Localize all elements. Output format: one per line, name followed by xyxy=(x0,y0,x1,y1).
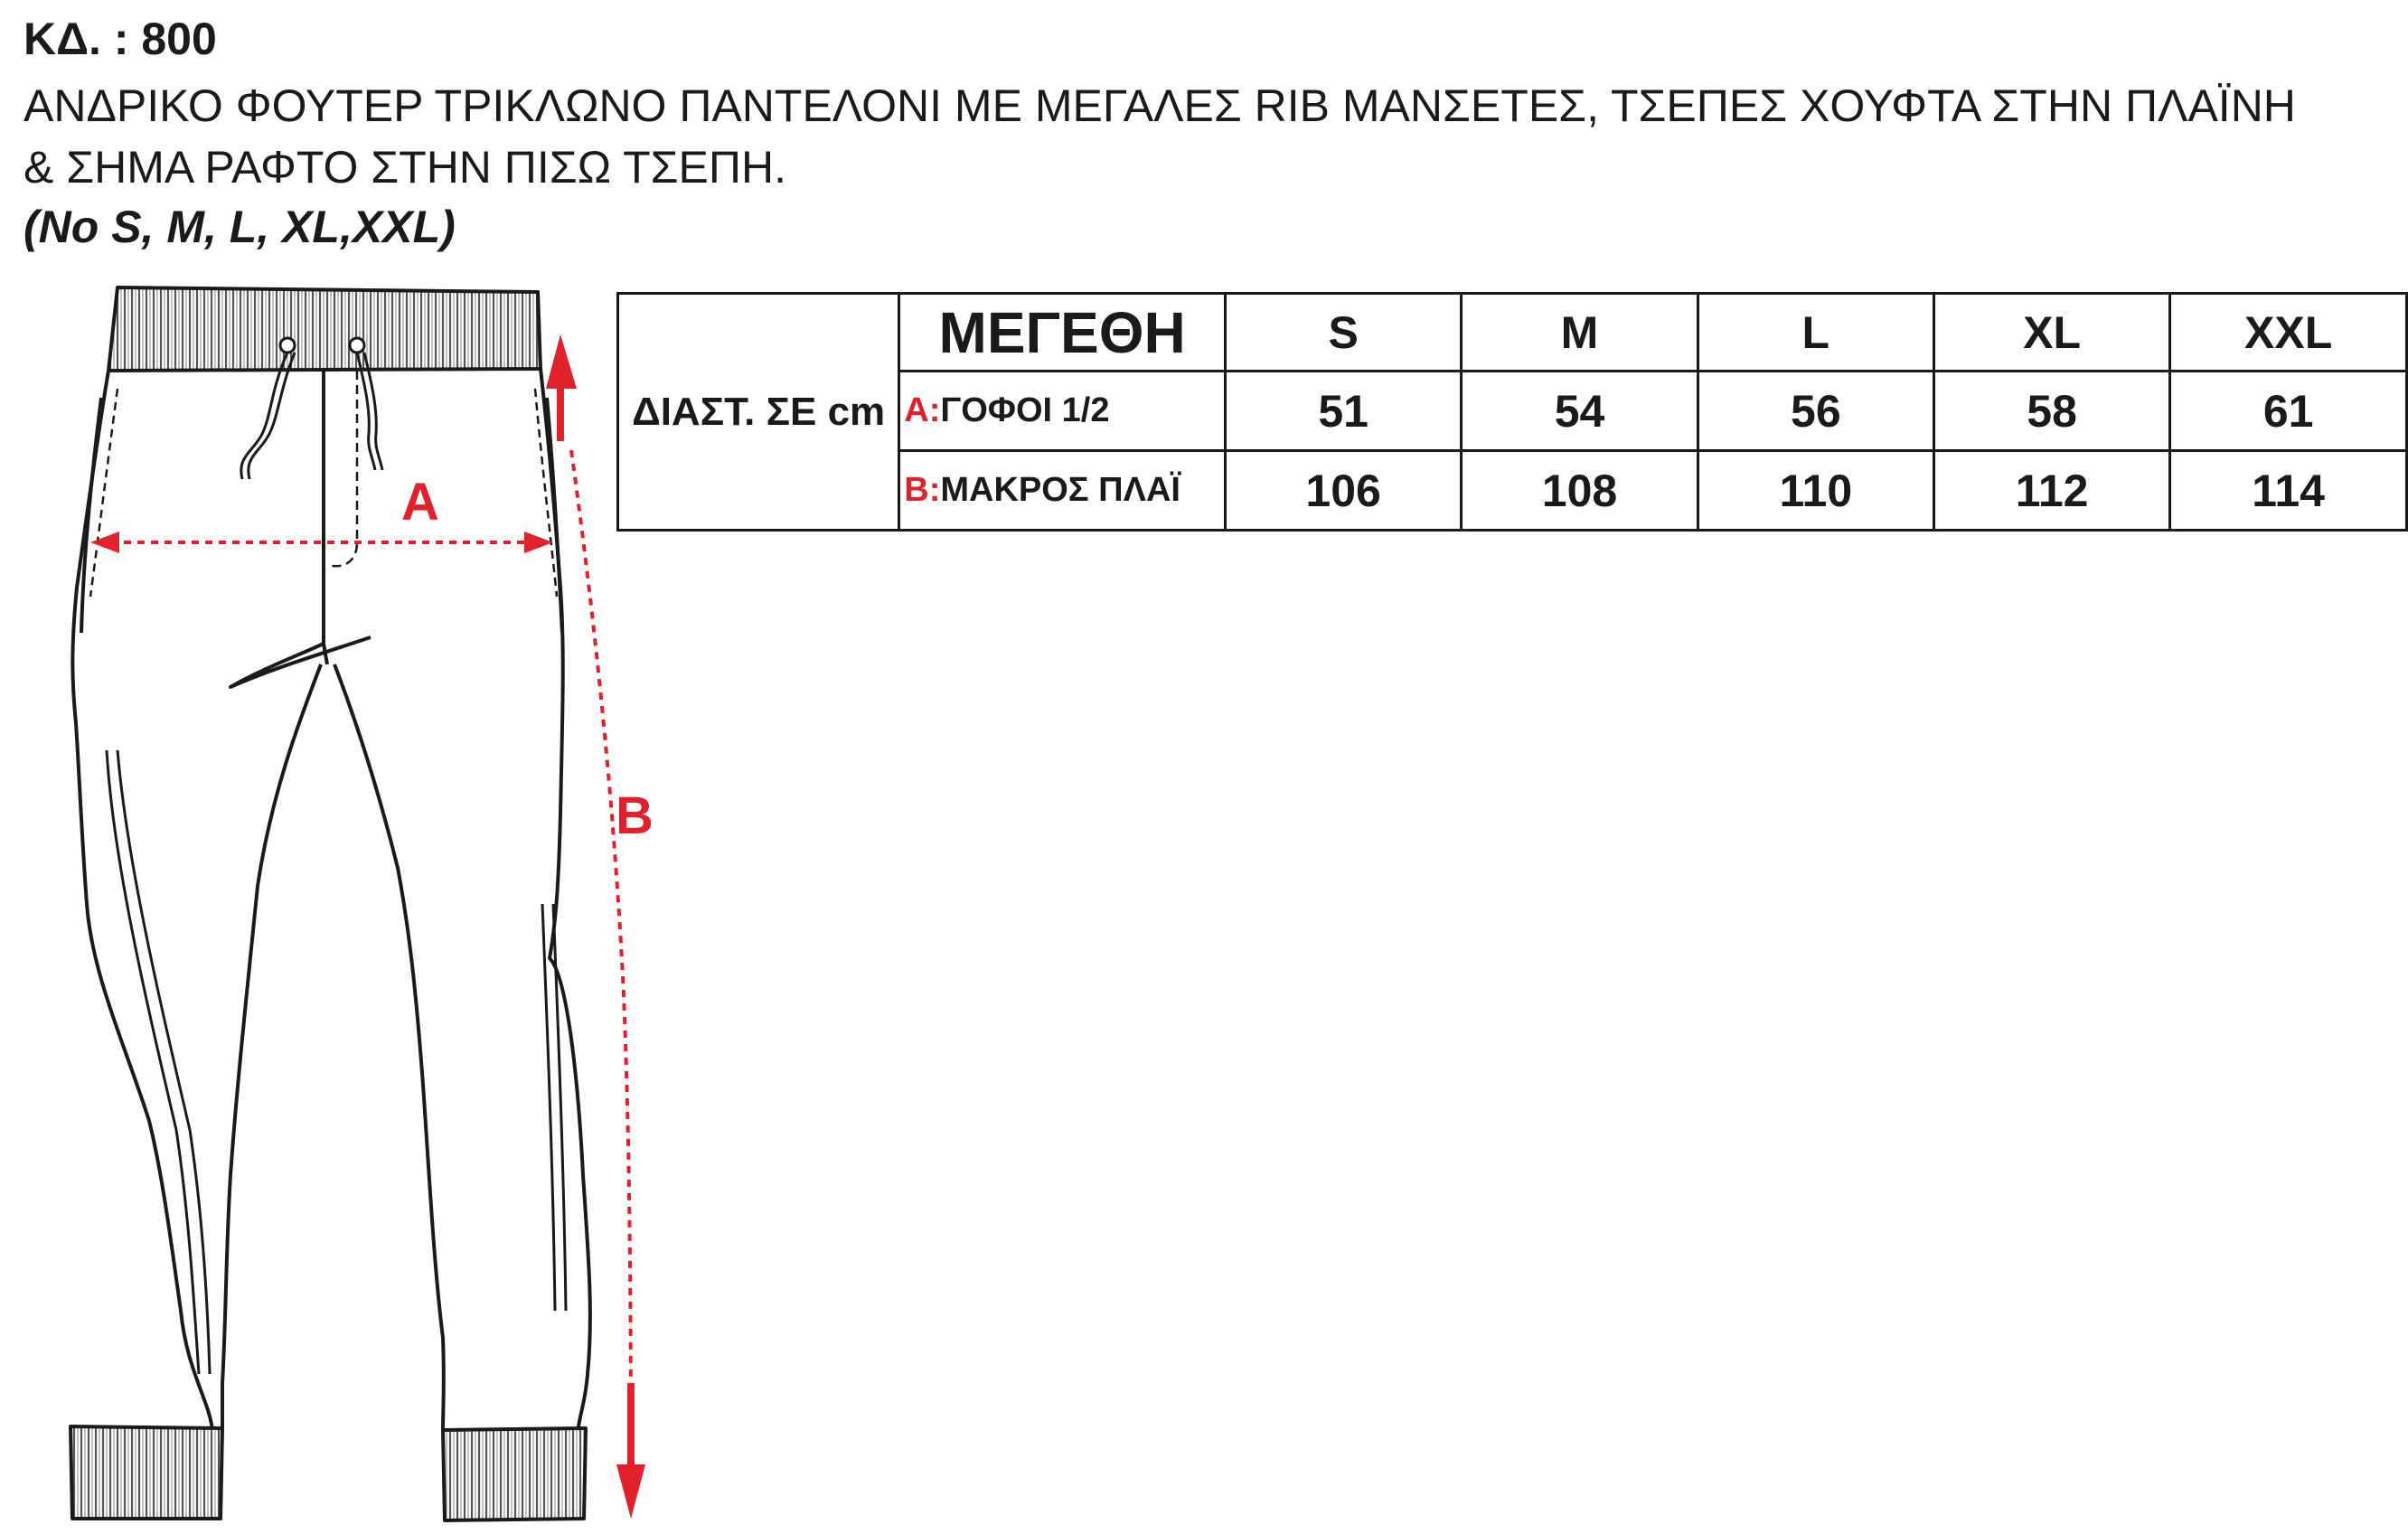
value-hips-xxl: 61 xyxy=(2170,372,2407,451)
left-pocket-opening xyxy=(90,389,118,597)
available-sizes-note: (No S, M, L, XL,XXL) xyxy=(24,202,456,252)
product-description-line-1: ΑΝΔΡΙΚΟ ΦΟΥΤΕΡ ΤΡΙΚΛΩΝΟ ΠΑΝΤΕΛΟΝΙ ΜΕ ΜΕΓΑΛΕΣ RIB ΜΑΝΣΕΤΕΣ, ΤΣΕΠΕΣ ΧΟΥΦΤΑ ΣΤΗΝ ΠΛΑΪΝΗ xyxy=(24,80,2296,131)
right-leg-inseam xyxy=(334,664,444,1430)
row-label-text-side-length: ΜΑΚΡΟΣ ΠΛΑΪ xyxy=(940,471,1180,509)
left-cuff xyxy=(71,1426,222,1519)
trousers-outline xyxy=(71,287,590,1520)
arrowhead-a-left xyxy=(90,532,119,553)
right-cuff xyxy=(443,1428,586,1520)
size-chart-table xyxy=(616,292,2408,532)
product-code: ΚΔ. : 800 xyxy=(24,14,217,64)
size-header-row xyxy=(618,294,2407,372)
value-length-xl: 112 xyxy=(1933,451,2169,531)
label-b: B xyxy=(616,786,654,845)
value-length-l: 110 xyxy=(1698,451,1933,531)
trousers-technical-drawing xyxy=(0,271,687,1534)
size-header-xxl: XXL xyxy=(2170,294,2407,372)
value-length-xxl: 114 xyxy=(2170,451,2407,531)
row-label-side-length xyxy=(899,451,1226,531)
value-length-m: 108 xyxy=(1462,451,1698,531)
crotch-seam xyxy=(230,637,371,687)
value-hips-s: 51 xyxy=(1225,372,1461,451)
label-a: A xyxy=(401,473,439,532)
left-leg-inseam xyxy=(222,664,321,1428)
value-hips-m: 54 xyxy=(1462,372,1698,451)
size-header-xl: XL xyxy=(1933,294,2169,372)
arrowhead-b-bottom xyxy=(616,1464,645,1519)
size-header-s: S xyxy=(1225,294,1461,372)
left-leg-stripe-a xyxy=(107,750,199,1374)
left-leg-outer-seam xyxy=(72,371,213,1492)
value-hips-l: 56 xyxy=(1698,372,1933,451)
row-key-b: B: xyxy=(904,471,941,509)
value-hips-xl: 58 xyxy=(1933,372,2169,451)
size-header-l: L xyxy=(1698,294,1933,372)
size-header-m: M xyxy=(1462,294,1698,372)
waistband xyxy=(108,287,541,371)
left-side-stripe xyxy=(81,398,101,633)
product-description-line-2: & ΣΗΜΑ ΡΑΦΤΟ ΣΤΗΝ ΠΙΣΩ ΤΣΕΠΗ. xyxy=(24,142,786,193)
row-key-a: A: xyxy=(904,391,941,429)
dimension-unit-label: ΔΙΑΣΤ. ΣΕ cm xyxy=(618,294,899,531)
sizes-title: ΜΕΓΕΘΗ xyxy=(899,294,1226,372)
left-leg-stripe-b xyxy=(118,750,210,1374)
drawstring-eyelet-left xyxy=(280,338,295,353)
row-label-text-hips: ΓΟΦΟΙ 1/2 xyxy=(940,391,1110,429)
front-fly xyxy=(324,371,327,664)
drawstring-eyelet-right xyxy=(350,338,364,353)
fly-stitch xyxy=(327,371,357,566)
arrowhead-a-right xyxy=(524,532,553,553)
value-length-s: 106 xyxy=(1225,451,1461,531)
row-label-hips xyxy=(899,372,1226,451)
arrowhead-b-top xyxy=(546,334,577,389)
